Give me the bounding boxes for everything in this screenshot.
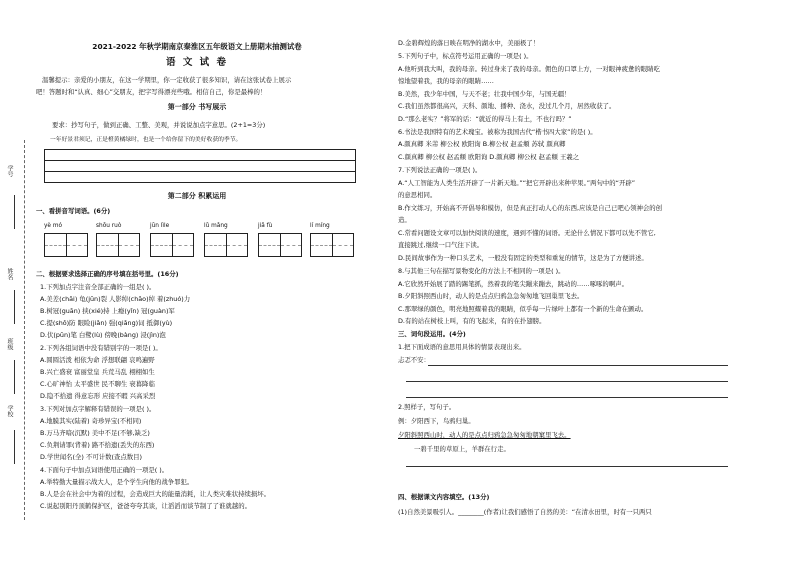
section4-title: 四、根据课文内容填空。(13分): [398, 493, 490, 501]
option-line: B.万马齐喑(沉默) 美中不足(不够,缺乏): [40, 429, 150, 437]
option-line: A.“人工智能为人类生活开辟了一片新天地。”“把它开辟出来种苹果。”两句中的“开辟”: [398, 179, 636, 187]
pinyin-label: shōu ruò: [96, 223, 122, 229]
option-line: 直接跳过,继续一口气往下读。: [398, 241, 484, 249]
option-line: 惊地望着我，我的母亲的眼睛……: [398, 77, 494, 85]
option-line: B.树冠(guān) 挟(xié)持 上瘾(yǐn) 冠(guàn)军: [40, 307, 175, 315]
section2-title: 二、根据要求选择正确的序号填在括号里。(16分): [36, 270, 179, 278]
option-line: C.我们虽然都很高兴，天科、颜地、播种、浇水，没过几个月，居然收获了。: [398, 102, 616, 110]
section3-title: 三、词句段运用。(4分): [398, 330, 466, 338]
option-line: A.举特勤大量描示战大人，是个学生向他的战争罪犯。: [40, 478, 194, 486]
pinyin-label: jiǎ fù: [258, 223, 273, 229]
margin-fill-line[interactable]: [14, 290, 15, 324]
option-line: A.地膜其实(陆着) 奇珍异宝(不相同): [40, 417, 142, 425]
question-line: 3.下列对加点字解释有错误的一项是( )。: [40, 405, 156, 413]
question-line: 1.把下面成语的意思用具体的情景表现出来。: [398, 343, 526, 351]
answer-line[interactable]: [406, 381, 728, 382]
option-line: B.兴亡盛衰 富丽堂皇 兵荒马乱 栩栩如生: [40, 368, 155, 376]
option-line: D.学世闻名(全) 不可计数(查点数目): [40, 453, 143, 461]
intro-line-1: 温馨提示：亲爱的小朋友，在这一学期里，你一定收获了很多知识，请在这张试卷上展示: [42, 76, 292, 84]
option-line: B.人是会在社会中为着的过程，会造成巨大的能量消耗，让人类灾难状持续损坏。: [40, 490, 271, 498]
option-line: A.美差(chāi) 龟(jūn)裂 人影绰(chāo)绰 着(zhuó)力: [40, 295, 191, 303]
option-line: D.“那么老实？”将军的话：“就近的得马上有土，不也行吗？”: [398, 115, 572, 123]
writing-grid[interactable]: [44, 233, 88, 255]
question-line: 5.下列句子中，标点符号运用正确的一项是( )。: [398, 52, 533, 60]
option-line: B.夕阳斜照西山时，动人的是点点归鸦急急匆匆地飞回巢里飞去。: [398, 292, 584, 300]
margin-label-id: 学校: [6, 405, 13, 417]
copy-row[interactable]: [45, 150, 355, 161]
option-line: C.说起别阳丹顶鹤保护区，爸爸夸夸其谈，让滔滔而谈节制了了谁就越的。: [40, 502, 251, 510]
part1-requirement: 要求：抄写句子，做到正确、工整、美观，并说说加点字意思。(2+1=3分): [52, 121, 266, 129]
margin-fill-line[interactable]: [14, 360, 15, 394]
pinyin-label: jūn lìle: [150, 223, 170, 229]
option-line: C.提(shǒ)防 眼睑(jiǎn) 强(qiǎng)词 抵御(yù): [40, 319, 173, 327]
writing-grid[interactable]: [258, 233, 302, 255]
option-line: A.颜真卿 米芾 柳公权 欧阳询 B.柳公权 赵孟頫 苏轼 颜真卿: [398, 140, 566, 148]
pinyin-label: lí míng: [310, 223, 330, 229]
option-line: B.作文练习，开始高不开倡导和模仿，但是真正打动人心的东西,应该是自己已吧心领神会的创: [398, 204, 663, 212]
subject-title: 语 文 试 卷: [166, 57, 228, 68]
copy-row[interactable]: [45, 161, 355, 172]
option-line: C.常看问题设文章可以加快阅读的速度，遇到不懂的词语。无论什么情况下都可以先不管它,: [398, 229, 656, 237]
writing-grid[interactable]: [96, 233, 140, 255]
part1-title: 第一部分 书写展示: [167, 103, 227, 111]
option-line: D.民间故事作为一种口头艺术，一般没有固定的类型和重复的情节，这是为了方便讲述。: [398, 254, 648, 262]
question-line: (1)自然美景吸引人。________(作者)让我们感悟了自然的美：“在清水田里，时有一只两只: [398, 508, 652, 516]
question-line: 1.下列加点字注音全部正确的一组是( )。: [40, 283, 156, 291]
question-line: 4.下面句子中加点词语使用正确的一项是( )。: [40, 466, 169, 474]
option-line: C.心旷神怡 太平盛世 民不聊生 衰暮降临: [40, 380, 155, 388]
example-label: 例：夕阳西下，鸟鸦归巢。: [398, 417, 475, 425]
option-line: C.负荆请罪(背着) 路不拾遗(丢失的东西): [40, 441, 155, 449]
option-line: 的意思相同。: [398, 191, 437, 199]
copy-row[interactable]: [45, 172, 355, 182]
copy-sentence: 一年好景君须记，正是橙黄橘绿时，也是一个给你留下的美好收获的季节。: [50, 137, 242, 143]
question-line: 2.照样子，写句子。: [398, 403, 456, 411]
pinyin-label: lǔ mǎng: [204, 223, 228, 229]
prompt-sentence: 一碧千里的草原上，羊群在行走。: [414, 445, 510, 453]
answer-line[interactable]: [428, 365, 728, 366]
option-line: A.它欣然开始展了踏的踢笔抓，然着我的笔尖蹦来蹦去，跳动的……啄啄的啊声。: [398, 280, 628, 288]
question-line: 6.书法是我国特有的艺术瑰宝。被称为我国古代“楷书四大家”的是( )。: [398, 128, 597, 136]
writing-grid[interactable]: [150, 233, 194, 255]
part2-title: 第二部分 积累运用: [167, 192, 227, 200]
option-line: C.颜真卿 柳公权 赵孟頫 欧阳询 D.颜真卿 柳公权 赵孟頫 王羲之: [398, 153, 580, 161]
question-line: 8.与其他三句在描写景物变化的方法上不相同的一项是( )。: [398, 267, 565, 275]
margin-label-class: 姓名: [6, 268, 13, 280]
intro-line-2: 吧！答题时和“认真、细心”交朋友，把字写得漂亮些哦。相信自己，你是最棒的！: [36, 88, 267, 96]
writing-grid[interactable]: [204, 233, 248, 255]
answer-line[interactable]: [406, 397, 728, 398]
question-line: 2.下列各组词语中没有错别字的一项是( )。: [40, 344, 162, 352]
binding-margin: [0, 0, 32, 561]
answer-line[interactable]: [406, 466, 728, 467]
example-sentence: 夕阳斜照西山时，动人的是点点归鸦急急匆匆地朝窠里飞去。: [398, 431, 571, 439]
question-line: 7.下列说法正确的一项是( )。: [398, 166, 482, 174]
option-line: A.圆圆活泼 相依为命 浮想联翩 哀鸣遍野: [40, 356, 155, 364]
option-line: 造。: [398, 216, 411, 224]
option-line: D.隐不拾遗 得意忘形 应接不暇 兴高采烈: [40, 392, 156, 400]
option-line: A.他听到我大叫，我的母亲。转过身来了我的母亲。佣色的口罩上方，一对眼神疲惫的眼睛吃: [398, 65, 660, 73]
exam-title: 2021-2022 年秋学期南京秦淮区五年级语文上册期末抽测试卷: [92, 42, 302, 51]
margin-fill-line[interactable]: [14, 430, 15, 464]
writing-grid[interactable]: [310, 233, 354, 255]
option-line: D.有的站在树枝上叫，有的飞起来，有的在扑翅膀。: [398, 317, 546, 325]
pinyin-label: yè mó: [44, 223, 63, 229]
margin-label-name: 班级: [6, 338, 13, 350]
binding-dashed-line: [24, 140, 25, 520]
option-line: D.伏(pūn)笔 白鹭(lù) 傍晚(bàng) 浸(jìn)泡: [40, 331, 166, 339]
idiom-prompt: 忐忑不安：: [398, 356, 430, 364]
option-line: C.那翠绿的颜色，明亮地照耀着我的眼睛，似乎每一片绿叶上都有一个新的生命在颤动。: [398, 305, 648, 313]
margin-fill-line[interactable]: [14, 195, 15, 229]
margin-label-school: 学号: [6, 165, 13, 177]
option-line: B.美然，我少年中国，与天不老；壮我中国少年，与国无疆！: [398, 90, 571, 98]
section1-title: 一、看拼音写词语。(6分): [36, 207, 111, 215]
option-line: D.金碧辉煌的落日映在明净的湖水中，美丽极了！: [398, 39, 540, 47]
copy-writing-box[interactable]: [44, 149, 356, 183]
